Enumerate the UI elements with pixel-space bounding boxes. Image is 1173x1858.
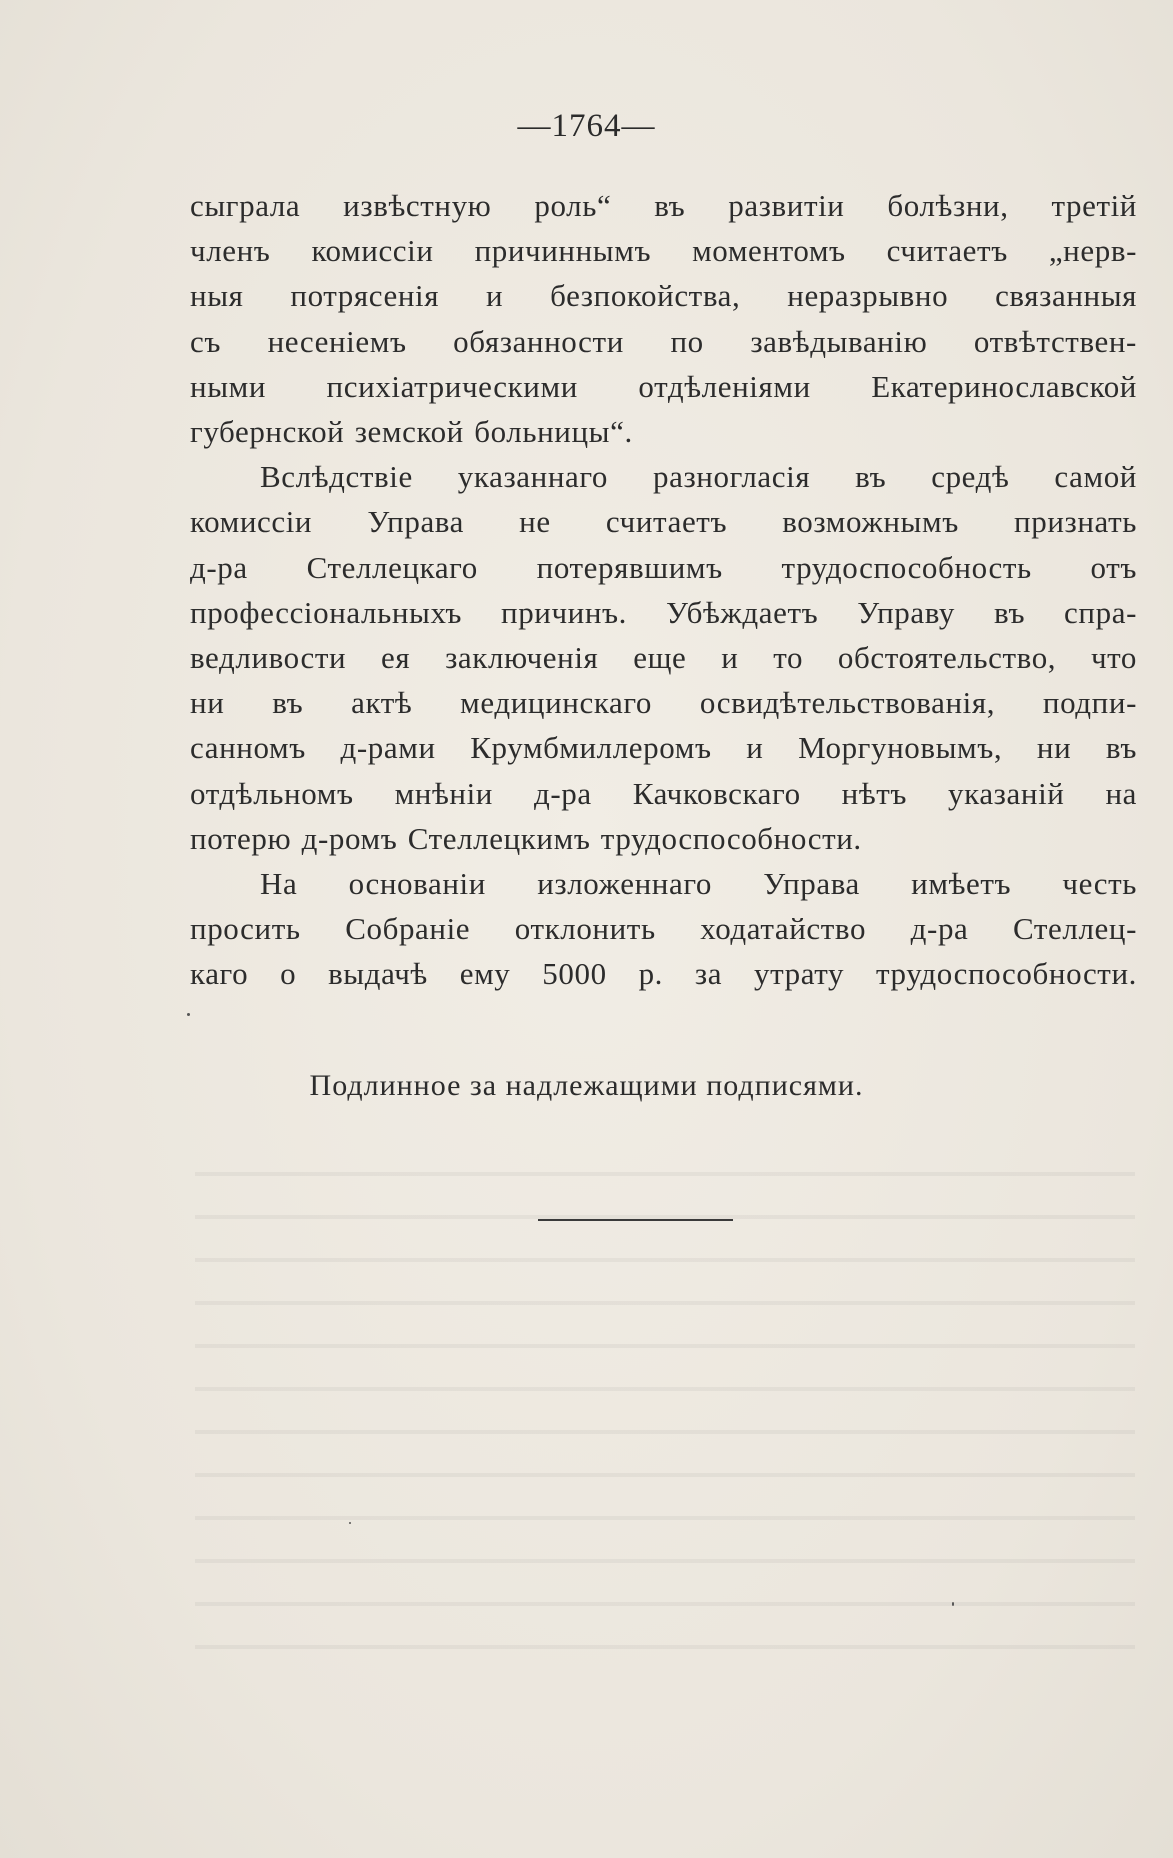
bleed-through-texture (195, 1150, 1135, 1670)
page-number: —1764— (517, 108, 656, 144)
body-text (190, 183, 1137, 997)
paragraph-2 (190, 454, 1137, 861)
text-line: профессіональныхъ причинъ. Убѣждаетъ Управу въ спра- (190, 594, 1137, 630)
text-line: каго о выдачѣ ему 5000 р. за утрату трудоспособности. (190, 956, 1137, 992)
ink-speck (187, 1013, 190, 1016)
text-line: На основаніи изложеннаго Управа имѣетъ честь (260, 866, 1137, 902)
ink-speck (349, 1522, 351, 1524)
text-line: ведливости ея заключенія еще и то обстоятельство, что (190, 640, 1137, 676)
text-line: д-ра Стеллецкаго потерявшимъ трудоспособность отъ (190, 549, 1137, 585)
text-line: санномъ д-рами Крумбмиллеромъ и Моргуновымъ, ни въ (190, 730, 1137, 766)
text-line: членъ комиссіи причиннымъ моментомъ считаетъ „нерв- (190, 233, 1137, 269)
text-line: просить Собраніе отклонить ходатайство д-ра Стеллец- (190, 911, 1137, 947)
paragraph-3 (190, 861, 1137, 997)
text-line: Вслѣдствіе указаннаго разногласія въ средѣ самой (260, 459, 1137, 495)
divider-rule (538, 1219, 733, 1221)
text-line: комиссіи Управа не считаетъ возможнымъ признать (190, 504, 1137, 540)
text-line: ными психіатрическими отдѣленіями Екатеринославской (190, 368, 1137, 404)
text-line: потерю д-ромъ Стеллецкимъ трудоспособности. (190, 820, 862, 856)
ink-speck (952, 1602, 954, 1606)
text-line: губернской земской больницы“. (190, 414, 633, 450)
paragraph-1 (190, 183, 1137, 454)
text-line: ни въ актѣ медицинскаго освидѣтельствованія, подпи- (190, 685, 1137, 721)
text-line: съ несеніемъ обязанности по завѣдыванію отвѣтствен- (190, 323, 1137, 359)
text-line: ныя потрясенія и безпокойства, неразрывно связанныя (190, 278, 1137, 314)
signature-note: Подлинное за надлежащими подписями. (309, 1069, 864, 1102)
text-line: отдѣльномъ мнѣніи д-ра Качковскаго нѣтъ указаній на (190, 775, 1137, 811)
text-line: сыграла извѣстную роль“ въ развитіи болѣзни, третій (190, 188, 1137, 223)
